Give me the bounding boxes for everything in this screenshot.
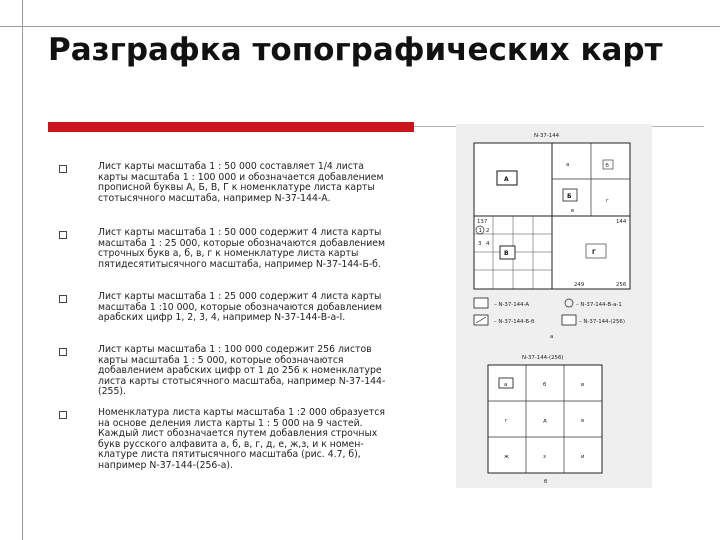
digit-3: 3 xyxy=(478,241,482,247)
number-256: 256 xyxy=(616,282,627,288)
legend-symbol-a xyxy=(474,298,488,308)
sub-a-label: а xyxy=(566,162,570,168)
bullet-item xyxy=(56,408,396,472)
slide-title: Разграфка топографических карт xyxy=(48,32,663,68)
grid-cell-2: б xyxy=(543,382,547,388)
bullet-text: Лист карты масштаба 1 : 50 000 составляет 1/4 листа карты масштаба 1 : 100 000 и обозначается добавлением прописной буквы А, Б, В, Г к номенклатуре листа карты стотысячного масштаба, например N-37-144-А. xyxy=(98,161,384,204)
square-bullet-icon xyxy=(59,165,67,173)
title-underline-accent xyxy=(48,122,414,132)
legend-entry-1: – N-37-144-А xyxy=(494,302,530,308)
sub-b-label: б xyxy=(605,163,609,169)
digit-4: 4 xyxy=(486,241,490,247)
legend-entry-4: – N-37-144-(256) xyxy=(579,319,625,325)
figure-drawing xyxy=(456,124,652,488)
grid-cell-3: в xyxy=(581,382,585,388)
bullet-text: Лист карты масштаба 1 : 50 000 содержит 4 листа карты масштаба 1 : 25 000, которые обозначаются добавлением строчных букв а, б, в, г к номенклатуре листа карты пятидесятитысячного масштаба, например N-37-144-Б-б. xyxy=(98,227,386,270)
bullet-text: Лист карты масштаба 1 : 25 000 содержит 4 листа карты масштаба 1 :10 000, которые обозначаются добавлением арабских цифр 1, 2, 3, 4, например N-37-144-В-а-I. xyxy=(98,291,383,324)
legend-entry-3: – N-37-144-Б-б xyxy=(494,319,535,325)
grid-cell-7: ж xyxy=(504,454,509,460)
number-144: 144 xyxy=(616,219,627,225)
grid-cell-4: г xyxy=(505,418,508,424)
sheet-b-label: Б xyxy=(567,193,572,200)
bullet-item xyxy=(56,345,396,398)
grid-cell-5: д xyxy=(543,418,547,424)
grid-cell-8: з xyxy=(543,454,546,460)
bullet-item xyxy=(56,228,396,270)
grid-cell-1: а xyxy=(504,382,508,388)
square-bullet-icon xyxy=(59,295,67,303)
legend-symbol-256 xyxy=(562,315,576,325)
number-137: 137 xyxy=(477,219,488,225)
digit-2: 2 xyxy=(486,228,490,234)
bullet-text: Номенклатура листа карты масштаба 1 :2 000 образуется на основе деления листа карты 1 : 5 000 на 9 частей. Каждый лист обозначается путем добавления строчных букв русского алфавита а, б, в, г, д, е, ж,з, и к номен-клатуре листа пятитысячного масштаба (рис. 4.7, б), например N-37-144-(256-а). xyxy=(98,407,386,471)
sheet-a-label: А xyxy=(504,176,509,183)
legend-entry-2: – N-37-144-В-а-1 xyxy=(576,302,622,308)
digit-1: 1 xyxy=(478,228,482,234)
sheet-g-label: Г xyxy=(592,249,596,256)
square-bullet-icon xyxy=(59,411,67,419)
sub-v-label: в xyxy=(571,208,575,214)
square-bullet-icon xyxy=(59,348,67,356)
grid-cell-6: е xyxy=(581,418,585,424)
square-bullet-icon xyxy=(59,231,67,239)
frame-horizontal-line xyxy=(0,26,720,27)
caption-a: а xyxy=(550,334,554,340)
bullet-item xyxy=(56,292,396,324)
sheet-v-label: В xyxy=(504,250,509,257)
frame-vertical-line xyxy=(22,0,23,540)
bullet-item xyxy=(56,162,396,204)
grid-cell-9: и xyxy=(581,454,585,460)
bullet-text: Лист карты масштаба 1 : 100 000 содержит 256 листов карты масштаба 1 : 5 000, которые обозначаются добавлением арабских цифр от 1 до 256 к номенклатуре листа карты стотысячного масштаба, например N-37-144-(255). xyxy=(98,344,386,398)
caption-b: б xyxy=(544,479,548,485)
sub-g-label: г xyxy=(606,198,609,204)
legend-symbol-circle xyxy=(565,299,573,307)
number-249: 249 xyxy=(574,282,585,288)
map-sheet-division-figure xyxy=(456,124,652,488)
sheet-label-second: N-37-144-(256) xyxy=(522,355,564,361)
sheet-label-top: N-37-144 xyxy=(534,133,560,139)
